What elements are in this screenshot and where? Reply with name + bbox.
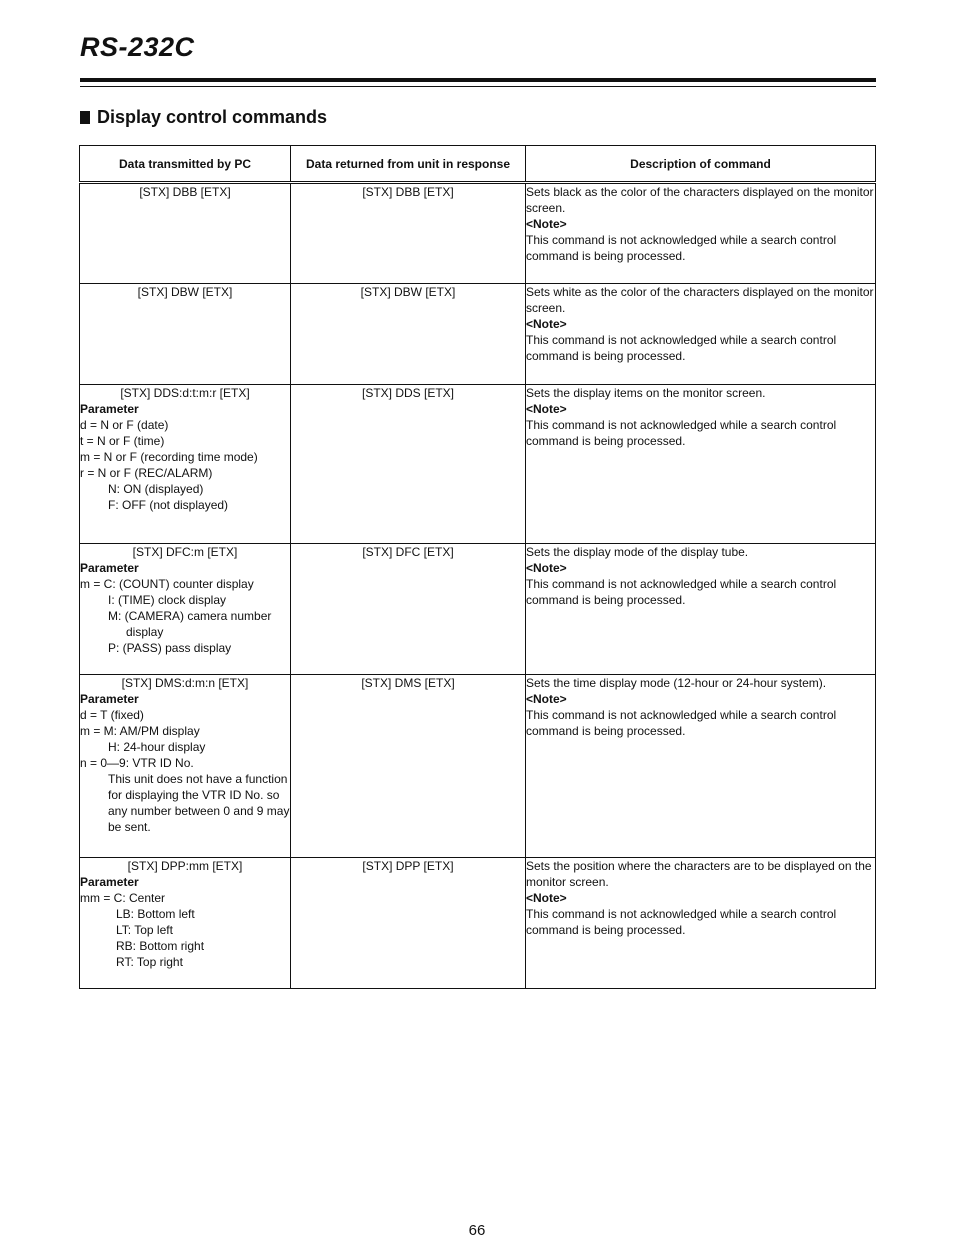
table-header-row — [80, 146, 876, 183]
param-subline: I: (TIME) clock display — [108, 593, 227, 607]
pc-command: [STX] DBW [ETX] — [137, 285, 233, 299]
description-cell — [526, 183, 876, 284]
param-line: m = N or F (recording time mode) — [80, 450, 258, 464]
table-row — [80, 284, 876, 385]
param-line: mm = C: Center — [80, 891, 166, 905]
param-subline: P: (PASS) pass display — [108, 641, 232, 655]
description-text: Sets black as the color of the characters displayed on the monitor screen. — [526, 185, 874, 215]
pc-command: [STX] DDS:d:t:m:r [ETX] — [120, 386, 250, 400]
table-row — [80, 183, 876, 284]
description-text: Sets the position where the characters are to be displayed on the monitor screen. — [526, 859, 872, 889]
note-label: <Note> — [526, 561, 567, 575]
param-subline: H: 24-hour display — [108, 740, 206, 754]
note-text: This command is not acknowledged while a search control command is being processed. — [526, 708, 837, 738]
header-rule-thick — [80, 78, 876, 82]
pc-command-cell — [80, 183, 291, 284]
description-cell — [526, 675, 876, 858]
param-subline: display — [126, 625, 164, 639]
note-label: <Note> — [526, 402, 567, 416]
pc-command: [STX] DFC:m [ETX] — [132, 545, 238, 559]
note-label: <Note> — [526, 891, 567, 905]
section-title-text: Display control commands — [97, 107, 328, 127]
parameter-label: Parameter — [80, 692, 139, 706]
description-text: Sets the display items on the monitor screen. — [526, 386, 766, 400]
param-line: d = N or F (date) — [80, 418, 169, 432]
response-cell — [291, 183, 526, 284]
param-subline: This unit does not have a function for displaying the VTR ID No. so any number between 0 and 9 may be sent. — [108, 772, 290, 834]
param-subline: LB: Bottom left — [116, 907, 195, 921]
param-line: r = N or F (REC/ALARM) — [80, 466, 213, 480]
response-cell — [291, 544, 526, 675]
parameter-label: Parameter — [80, 875, 139, 889]
response-command: [STX] DBW [ETX] — [360, 285, 456, 299]
note-text: This command is not acknowledged while a search control command is being processed. — [526, 577, 837, 607]
note-text: This command is not acknowledged while a search control command is being processed. — [526, 333, 837, 363]
pc-command-cell — [80, 385, 291, 544]
table-row — [80, 858, 876, 989]
response-command: [STX] DFC [ETX] — [362, 545, 454, 559]
pc-command-cell — [80, 675, 291, 858]
description-cell — [526, 544, 876, 675]
column-header-description: Description of command — [526, 146, 876, 183]
param-subline: RT: Top right — [116, 955, 183, 969]
pc-command: [STX] DMS:d:m:n [ETX] — [121, 676, 249, 690]
response-command: [STX] DMS [ETX] — [361, 676, 455, 690]
param-line: m = C: (COUNT) counter display — [80, 577, 254, 591]
table-row — [80, 544, 876, 675]
header-rule-thin — [80, 86, 876, 87]
response-command: [STX] DDS [ETX] — [361, 386, 454, 400]
param-subline: RB: Bottom right — [116, 939, 205, 953]
table-row — [80, 675, 876, 858]
note-text: This command is not acknowledged while a search control command is being processed. — [526, 418, 837, 448]
description-text: Sets the time display mode (12-hour or 24-hour system). — [526, 676, 827, 690]
description-cell — [526, 385, 876, 544]
pc-command-cell — [80, 858, 291, 989]
response-command: [STX] DPP [ETX] — [362, 859, 454, 873]
param-line: t = N or F (time) — [80, 434, 165, 448]
pc-command-cell — [80, 544, 291, 675]
square-bullet-icon — [80, 111, 90, 124]
param-subline: M: (CAMERA) camera number — [108, 609, 272, 623]
pc-command-cell — [80, 284, 291, 385]
param-subline: F: OFF (not displayed) — [108, 498, 229, 512]
parameter-label: Parameter — [80, 561, 139, 575]
param-line: m = M: AM/PM display — [80, 724, 200, 738]
column-header-response: Data returned from unit in response — [291, 146, 526, 183]
response-cell — [291, 385, 526, 544]
column-header-pc: Data transmitted by PC — [80, 146, 291, 183]
param-line: n = 0—9: VTR ID No. — [80, 756, 194, 770]
description-cell — [526, 284, 876, 385]
param-line: d = T (fixed) — [80, 708, 144, 722]
note-label: <Note> — [526, 692, 567, 706]
note-label: <Note> — [526, 217, 567, 231]
parameter-label: Parameter — [80, 402, 139, 416]
note-label: <Note> — [526, 317, 567, 331]
page-header-title: RS-232C — [80, 32, 195, 62]
pc-command: [STX] DPP:mm [ETX] — [127, 859, 243, 873]
display-commands-table — [79, 145, 876, 989]
note-text: This command is not acknowledged while a search control command is being processed. — [526, 907, 837, 937]
page-number: 66 — [468, 1222, 486, 1239]
table-row — [80, 385, 876, 544]
note-text: This command is not acknowledged while a search control command is being processed. — [526, 233, 837, 263]
response-cell — [291, 858, 526, 989]
description-text: Sets white as the color of the characters displayed on the monitor screen. — [526, 285, 874, 315]
param-subline: LT: Top left — [116, 923, 173, 937]
response-cell — [291, 675, 526, 858]
section-heading — [80, 107, 327, 128]
param-subline: N: ON (displayed) — [108, 482, 204, 496]
description-cell — [526, 858, 876, 989]
response-cell — [291, 284, 526, 385]
response-command: [STX] DBB [ETX] — [362, 185, 454, 199]
description-text: Sets the display mode of the display tube. — [526, 545, 749, 559]
pc-command: [STX] DBB [ETX] — [139, 185, 231, 199]
